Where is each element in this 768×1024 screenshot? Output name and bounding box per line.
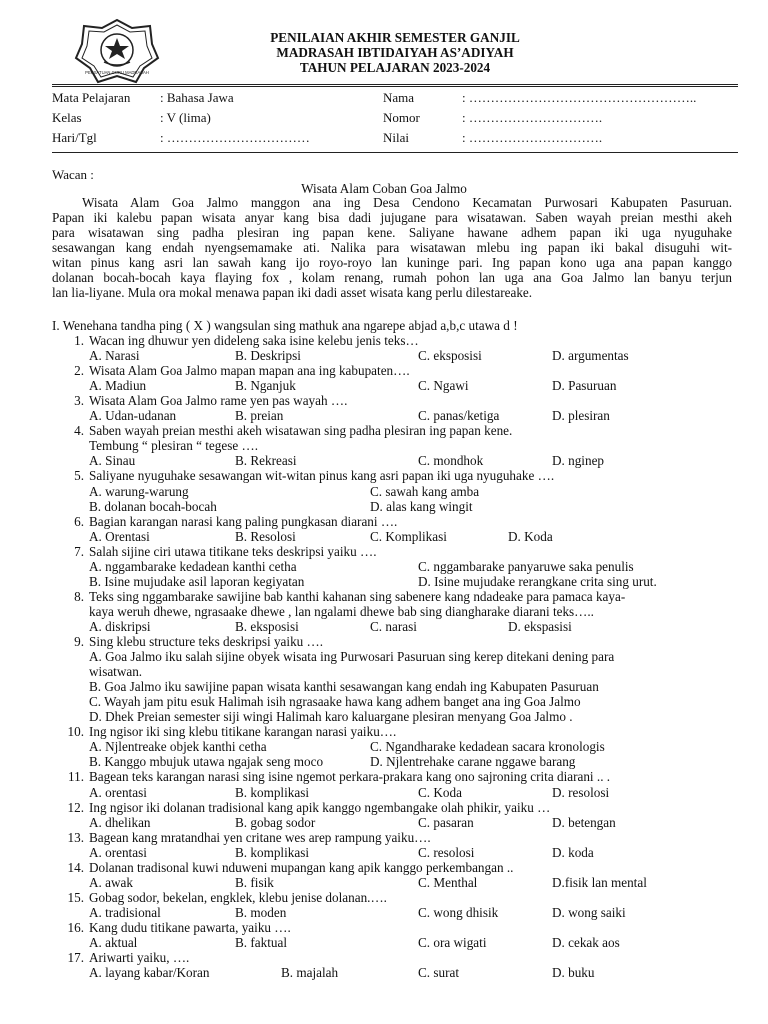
reading-line: lan lia-liyane. Mula ora mokal menawa papan iki dadi asset wisata kang perlu dilestareake. <box>52 285 533 301</box>
answer-option[interactable]: A. nggambarake kedadean kanthi cetha <box>89 558 297 574</box>
question-number: 5. <box>74 468 84 484</box>
question-number: 1. <box>74 333 84 348</box>
answer-option[interactable]: A. Njlentreake objek kanthi cetha <box>89 739 267 755</box>
answer-option[interactable]: B. komplikasi <box>235 844 309 860</box>
number-field[interactable]: : …………………………. <box>462 110 603 125</box>
answer-option[interactable]: C. Menthal <box>418 874 478 890</box>
question-number: 3. <box>74 393 84 409</box>
reading-line: witan pinus kang asri lan sawah kang ijo royo-royo lan kuninge pari. Ing papan kono uga ana papan kanggo <box>52 255 732 271</box>
question-text: kaya weruh dhewe, ngrasaake dhewe , lan ngalami dhewe bab sing diangharake diarani teks….. <box>89 603 594 619</box>
answer-option-line: A. Goa Jalmo iku salah sijine obyek wisata ing Purwosari Pasuruan sing kerep ditekani dening para <box>89 649 615 665</box>
answer-option[interactable]: C. mondhok <box>418 453 484 469</box>
question-text: Bagean kang mratandhai yen critane wes arep rampung yaiku…. <box>89 829 431 845</box>
logo-text: PERSATUAN GURU MADRASAH <box>85 70 149 75</box>
question-number: 17. <box>67 950 84 966</box>
answer-option[interactable]: C. narasi <box>370 618 417 634</box>
question-text: Ing ngisor iki sing klebu titikane karangan narasi yaiku…. <box>89 724 397 740</box>
answer-option-line: C. Wayah jam pitu esuk Halimah isih ngrasaake hawa kang adhem banget ana ing Goa Jalmo <box>89 694 581 710</box>
question-text: Ing ngisor iki dolanan tradisional kang apik kanggo ngembangake olah phikir, yaiku … <box>89 799 551 815</box>
question-number: 14. <box>67 859 84 875</box>
answer-option[interactable]: B. Isine mujudake asil laporan kegiyatan <box>89 573 305 589</box>
answer-option[interactable]: B. majalah <box>281 965 339 981</box>
answer-option[interactable]: B. preian <box>235 408 284 424</box>
answer-option[interactable]: B. eksposisi <box>235 618 299 634</box>
question-text: Tembung “ plesiran “ tegese …. <box>89 438 258 454</box>
answer-option[interactable]: C. wong dhisik <box>418 904 499 920</box>
reading-line: sesawangan kang endah nyengsemamake ati. Nalika para wisatawan mlebu ing papan iki bakal disuguhi wit- <box>52 240 732 256</box>
question-text: Wisata Alam Goa Jalmo mapan mapan ana ing kabupaten…. <box>89 363 410 379</box>
answer-option[interactable]: C. Ngawi <box>418 378 469 394</box>
reading-line: Papan iki kalebu papan wisata anyar kang bisa dadi jujugane para wisatawan. Saben wayah preian mesthi akeh <box>52 210 732 226</box>
question-number: 9. <box>74 634 84 649</box>
answer-option[interactable]: D. argumentas <box>552 348 629 364</box>
answer-option[interactable]: D. resolosi <box>552 784 610 800</box>
name-field[interactable]: : …………………………………………….. <box>462 90 697 105</box>
answer-option[interactable]: B. Rekreasi <box>235 453 297 469</box>
answer-option[interactable]: B. Resolosi <box>235 528 296 544</box>
subject-value: : Bahasa Jawa <box>160 90 234 105</box>
answer-option[interactable]: A. layang kabar/Koran <box>89 965 210 981</box>
question-text: Wisata Alam Goa Jalmo rame yen pas wayah …. <box>89 393 348 409</box>
title-line-2: MADRASAH IBTIDAIYAH AS’ADIYAH <box>276 45 514 60</box>
answer-option[interactable]: D. Koda <box>508 528 553 544</box>
answer-option[interactable]: B. gobag sodor <box>235 814 316 830</box>
answer-option[interactable]: B. Nganjuk <box>235 378 296 394</box>
header-divider-bottom <box>52 86 738 87</box>
question-number: 12. <box>67 799 84 815</box>
reading-text <box>52 195 732 300</box>
title-line-3: TAHUN PELAJARAN 2023-2024 <box>299 60 491 75</box>
answer-option[interactable]: D. alas kang wingit <box>370 498 473 514</box>
answer-option[interactable]: D. plesiran <box>552 408 610 424</box>
question-number: 6. <box>74 513 84 529</box>
answer-option[interactable]: A. orentasi <box>89 784 147 800</box>
reading-title: Wisata Alam Coban Goa Jalmo <box>301 181 467 196</box>
answer-option[interactable]: A. orentasi <box>89 844 147 860</box>
answer-option[interactable]: A. tradisional <box>89 904 161 920</box>
question-number: 7. <box>74 543 84 559</box>
score-label: Nilai <box>383 130 409 145</box>
answer-option-line: B. Goa Jalmo iku sawijine papan wisata kanthi sesawangan kang endah ing Kabupaten Pasuruan <box>89 679 599 695</box>
class-label: Kelas <box>52 110 82 125</box>
date-label: Hari/Tgl <box>52 130 97 145</box>
answer-option[interactable]: A. diskripsi <box>89 618 151 634</box>
name-label: Nama <box>383 90 415 105</box>
answer-option[interactable]: B. komplikasi <box>235 784 309 800</box>
reading-line: para wisatawan sing padha plesiran ing papan kene. Saliyane hawane adhem papan iki uga nyuguhake <box>52 225 732 241</box>
info-divider <box>52 152 738 153</box>
answer-option[interactable]: D. Isine mujudake rerangkane crita sing urut. <box>418 573 657 589</box>
madrasah-logo-icon <box>74 18 160 84</box>
question-text: Sing klebu structure teks deskripsi yaiku …. <box>89 634 324 649</box>
answer-option[interactable]: D. buku <box>552 965 595 981</box>
question-number: 2. <box>74 363 84 379</box>
reading-line: Wisata Alam Goa Jalmo manggon ana ing Desa Cendono Kecamatan Purwosari Kabupaten Pasuruan. <box>82 195 732 210</box>
answer-option[interactable]: D. wong saiki <box>552 904 626 920</box>
answer-option-line: wisatwan. <box>89 664 143 680</box>
answer-option[interactable]: A. Udan-udanan <box>89 408 177 424</box>
question-text: Bagian karangan narasi kang paling pungkasan diarani …. <box>89 513 398 529</box>
class-value: : V (lima) <box>160 110 211 125</box>
answer-option[interactable]: D. nginep <box>552 453 605 469</box>
answer-option[interactable]: C. sawah kang amba <box>370 483 480 499</box>
answer-option[interactable]: A. Narasi <box>89 348 140 364</box>
answer-option-line: D. Dhek Preian semester siji wingi Halimah karo kaluargane plesiran menyang Goa Jalmo . <box>89 709 573 725</box>
answer-option[interactable]: A. dhelikan <box>89 814 151 830</box>
title-line-1: PENILAIAN AKHIR SEMESTER GANJIL <box>270 30 520 45</box>
answer-option[interactable]: C. resolosi <box>418 844 475 860</box>
answer-option[interactable]: B. fisik <box>235 874 274 890</box>
info-left-labels <box>52 88 130 148</box>
question-text: Wacan ing dhuwur yen dideleng saka isine kelebu jenis teks… <box>89 333 419 348</box>
answer-option[interactable]: B. faktual <box>235 935 288 950</box>
score-field[interactable]: : …………………………. <box>462 130 603 145</box>
header-divider-top <box>52 84 738 85</box>
question-number: 8. <box>74 588 84 604</box>
answer-option[interactable]: A. Madiun <box>89 378 147 394</box>
answer-option[interactable]: C. pasaran <box>418 814 474 830</box>
answer-option[interactable]: D. betengan <box>552 814 616 830</box>
answer-option[interactable]: C. Koda <box>418 784 462 800</box>
question-text: Bagean teks karangan narasi sing isine ngemot perkara-prakara kang ono sajroning crita diarani .. . <box>89 769 611 785</box>
question-text: Saliyane nyuguhake sesawangan wit-witan pinus kang asri papan iki uga nyuguhake …. <box>89 468 555 484</box>
info-left-values <box>160 88 310 148</box>
info-right-labels <box>383 88 420 148</box>
question-number: 11. <box>68 769 84 785</box>
question-text: Dolanan tradisonal kuwi nduweni mupangan kang apik kanggo perkembangan .. <box>89 859 514 875</box>
question-text: Gobag sodor, bekelan, engklek, klebu jenise dolanan.…. <box>89 889 387 905</box>
question-text: Ariwarti yaiku, …. <box>89 950 190 966</box>
exam-title <box>170 30 620 75</box>
answer-option[interactable]: B. Deskripsi <box>235 348 301 364</box>
answer-option[interactable]: C. eksposisi <box>418 348 482 364</box>
answer-option[interactable]: C. surat <box>418 965 460 981</box>
section-instruction: I. Wenehana tandha ping ( X ) wangsulan sing mathuk ana ngarepe abjad a,b,c utawa d ! <box>52 318 518 333</box>
answer-option[interactable]: C. nggambarake panyaruwe saka penulis <box>418 558 634 574</box>
answer-option[interactable]: B. dolanan bocah-bocah <box>89 498 217 514</box>
answer-option[interactable]: A. warung-warung <box>89 483 189 499</box>
reading-line: dolanan bocah-bocah kaya flaying fox , kolam renang, rumah pohon lan uga ana Goa Jalmo lan banyu terjun <box>52 270 732 286</box>
question-number: 10. <box>67 724 84 740</box>
question-number: 15. <box>67 889 84 905</box>
answer-option[interactable]: A. Orentasi <box>89 528 150 544</box>
reading-label: Wacan : <box>52 167 94 182</box>
question-number: 16. <box>67 919 84 935</box>
answer-option[interactable]: A. aktual <box>89 935 138 950</box>
answer-option[interactable]: D. Njlentrehake carane nggawe barang <box>370 754 576 770</box>
question-text: Salah sijine ciri utawa titikane teks deskripsi yaiku …. <box>89 543 377 559</box>
answer-option[interactable]: D. cekak aos <box>552 935 620 950</box>
question-text: Saben wayah preian mesthi akeh wisatawan sing padha plesiran ing papan kene. <box>89 423 513 439</box>
answer-option[interactable]: B. Kanggo mbujuk utawa ngajak seng moco <box>89 754 324 770</box>
number-label: Nomor <box>383 110 420 125</box>
answer-option[interactable]: D. ekspasisi <box>508 618 572 634</box>
answer-option[interactable]: C. ora wigati <box>418 935 487 950</box>
subject-label: Mata Pelajaran <box>52 90 131 105</box>
answer-option[interactable]: D. koda <box>552 844 594 860</box>
answer-option[interactable]: B. moden <box>235 904 287 920</box>
date-field[interactable]: : …………………………… <box>160 130 310 145</box>
answer-option[interactable]: A. awak <box>89 874 133 890</box>
info-right-values <box>462 88 696 148</box>
answer-option[interactable]: D. Pasuruan <box>552 378 617 394</box>
answer-option[interactable]: D.fisik lan mental <box>552 874 647 890</box>
question-number: 13. <box>67 829 84 845</box>
answer-option[interactable]: A. Sinau <box>89 453 136 469</box>
answer-option[interactable]: C. Komplikasi <box>370 528 447 544</box>
question-text: Teks sing nggambarake sawijine bab kanthi kahanan sing sabenere kang ndadeake para pamaca kaya- <box>89 588 626 604</box>
answer-option[interactable]: C. panas/ketiga <box>418 408 500 424</box>
question-text: Kang dudu titikane pawarta, yaiku …. <box>89 919 291 935</box>
answer-option[interactable]: C. Ngandharake kedadean sacara kronologis <box>370 739 605 755</box>
question-number: 4. <box>74 423 84 439</box>
